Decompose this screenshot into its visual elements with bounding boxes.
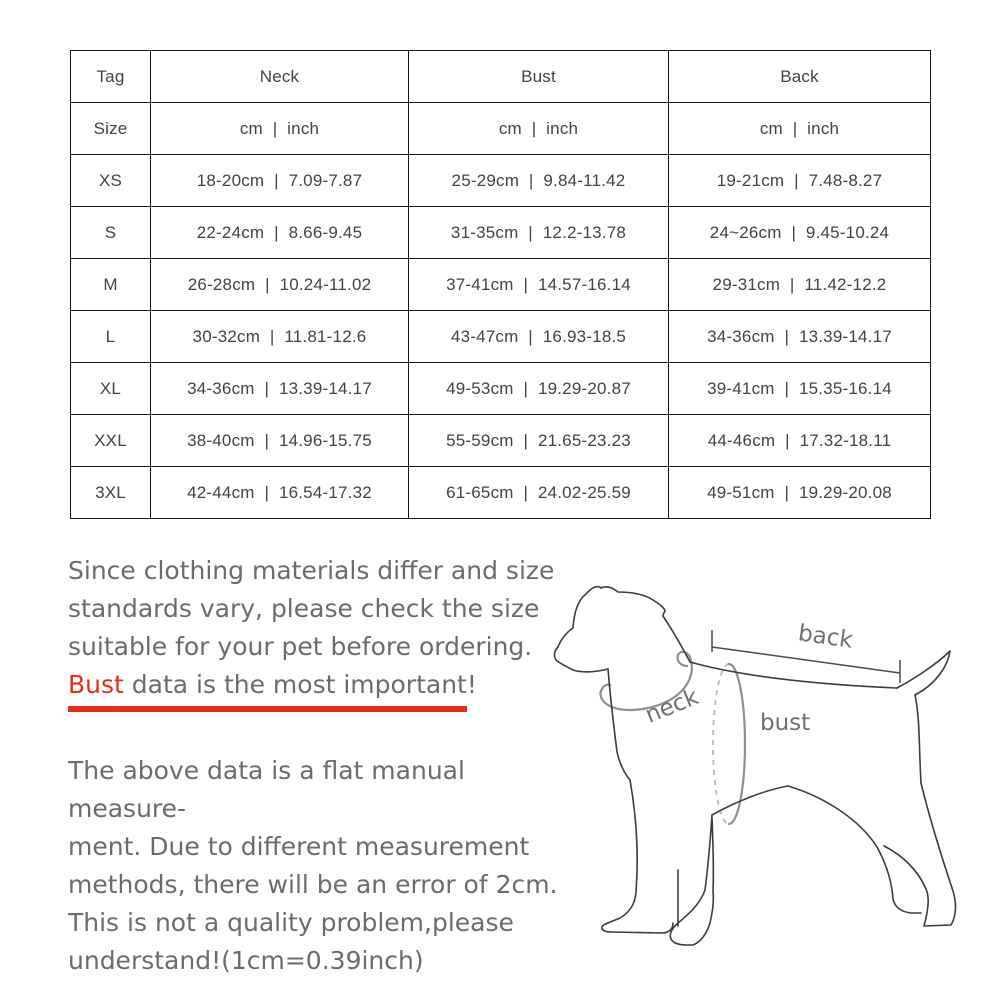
cell-size: XS (71, 155, 151, 207)
neck-label: neck (641, 684, 703, 729)
table-row (71, 467, 931, 519)
cell-neck: 34-36cm | 13.39-14.17 (151, 363, 409, 415)
red-underline (68, 706, 467, 712)
cell-back: 39-41cm | 15.35-16.14 (669, 363, 931, 415)
cell-neck: 18-20cm | 7.09-7.87 (151, 155, 409, 207)
table-row (71, 363, 931, 415)
note-line: Since clothing materials differ and size (68, 556, 555, 585)
cell-size: XXL (71, 415, 151, 467)
header-neck: Neck (151, 51, 409, 103)
cell-size: M (71, 259, 151, 311)
cell-back: 44-46cm | 17.32-18.11 (669, 415, 931, 467)
table-unit-row (71, 103, 931, 155)
note-line: methods, there will be an error of 2cm. (68, 870, 558, 899)
cell-size: 3XL (71, 467, 151, 519)
note-line: This is not a quality problem,please (68, 908, 514, 937)
note-line: standards vary, please check the size (68, 594, 540, 623)
table-row (71, 155, 931, 207)
bust-girth-hidden (713, 664, 729, 824)
note-line (68, 666, 568, 704)
cell-size: L (71, 311, 151, 363)
table-row (71, 207, 931, 259)
cell-neck: 30-32cm | 11.81-12.6 (151, 311, 409, 363)
cell-neck: 42-44cm | 16.54-17.32 (151, 467, 409, 519)
note-line: The above data is a flat manual measure- (68, 756, 465, 823)
bust-highlight: Bust (68, 670, 124, 699)
table-row (71, 311, 931, 363)
note-size-advice (68, 552, 568, 704)
cell-back: 49-51cm | 19.29-20.08 (669, 467, 931, 519)
cell-back: 29-31cm | 11.42-12.2 (669, 259, 931, 311)
header-tag: Tag (71, 51, 151, 103)
cell-bust: 49-53cm | 19.29-20.87 (409, 363, 669, 415)
cell-back: 24~26cm | 9.45-10.24 (669, 207, 931, 259)
header-bust: Bust (409, 51, 669, 103)
unit-bust: cm | inch (409, 103, 669, 155)
header-back: Back (669, 51, 931, 103)
cell-bust: 37-41cm | 14.57-16.14 (409, 259, 669, 311)
cell-bust: 55-59cm | 21.65-23.23 (409, 415, 669, 467)
cell-bust: 31-35cm | 12.2-13.78 (409, 207, 669, 259)
back-label: back (796, 620, 855, 654)
cell-neck: 26-28cm | 10.24-11.02 (151, 259, 409, 311)
table-row (71, 415, 931, 467)
note-line: suitable for your pet before ordering. (68, 632, 533, 661)
bust-label: bust (760, 710, 811, 736)
dog-measurement-diagram (540, 552, 1000, 1000)
table-header-row (71, 51, 931, 103)
cell-neck: 22-24cm | 8.66-9.45 (151, 207, 409, 259)
unit-label: Size (71, 103, 151, 155)
cell-size: XL (71, 363, 151, 415)
table-row (71, 259, 931, 311)
dog-outline-drawing (540, 552, 1000, 1000)
note-measurement-disclaimer (68, 752, 568, 980)
unit-neck: cm | inch (151, 103, 409, 155)
dog-body-outline (554, 587, 955, 945)
cell-bust: 43-47cm | 16.93-18.5 (409, 311, 669, 363)
cell-back: 19-21cm | 7.48-8.27 (669, 155, 931, 207)
cell-back: 34-36cm | 13.39-14.17 (669, 311, 931, 363)
cell-bust: 25-29cm | 9.84-11.42 (409, 155, 669, 207)
size-table (70, 50, 931, 519)
cell-neck: 38-40cm | 14.96-15.75 (151, 415, 409, 467)
note-line: ment. Due to different measurement (68, 832, 530, 861)
cell-size: S (71, 207, 151, 259)
cell-bust: 61-65cm | 24.02-25.59 (409, 467, 669, 519)
unit-back: cm | inch (669, 103, 931, 155)
note-line-rest: data is the most important! (123, 670, 477, 699)
note-line: understand!(1cm=0.39inch) (68, 946, 424, 975)
